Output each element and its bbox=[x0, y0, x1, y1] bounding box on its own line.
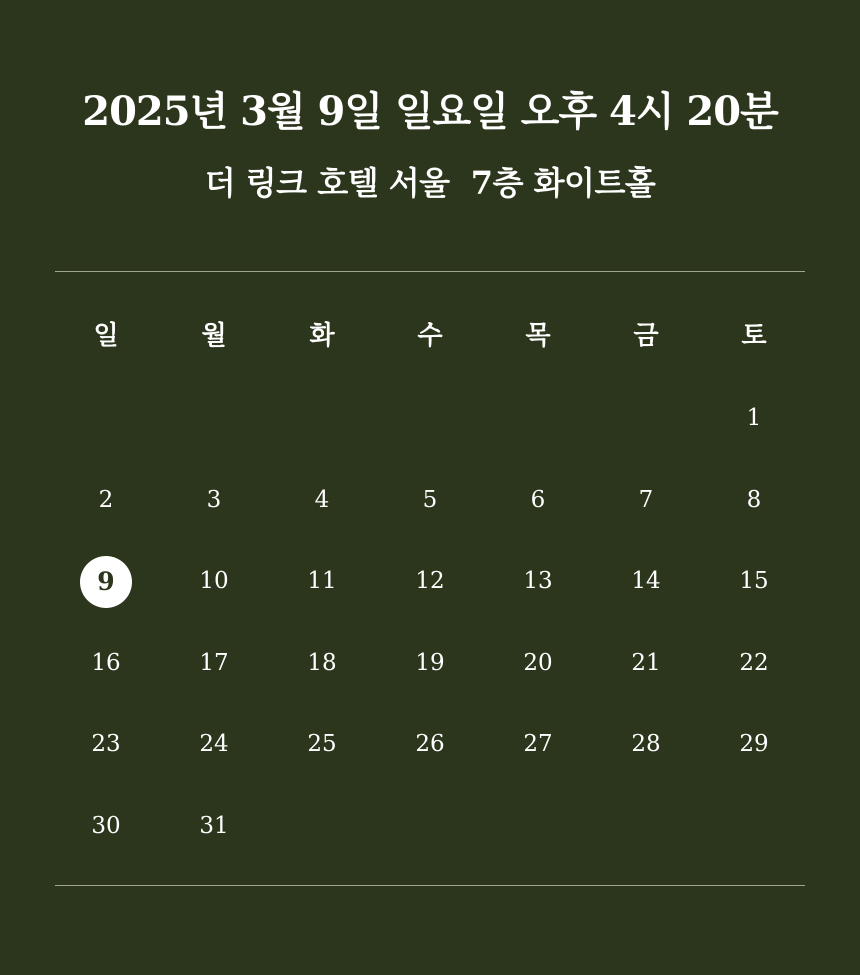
calendar-day-number: 12 bbox=[415, 568, 445, 595]
calendar-empty-cell bbox=[52, 378, 160, 460]
calendar-day bbox=[592, 541, 700, 623]
calendar-day bbox=[268, 704, 376, 786]
bottom-divider bbox=[55, 885, 805, 886]
calendar-day-number: 20 bbox=[523, 649, 553, 676]
calendar-day bbox=[160, 623, 268, 705]
calendar-day bbox=[592, 704, 700, 786]
calendar-day bbox=[268, 623, 376, 705]
calendar-day bbox=[160, 541, 268, 623]
calendar-day-number: 6 bbox=[530, 486, 546, 513]
calendar-day bbox=[160, 460, 268, 542]
weekday-sat: 토 bbox=[741, 321, 767, 351]
calendar-day bbox=[700, 623, 808, 705]
calendar-day-number: 24 bbox=[199, 731, 229, 758]
calendar-day-number: 16 bbox=[91, 649, 121, 676]
calendar-day-number: 31 bbox=[199, 812, 229, 839]
calendar-day-number: 4 bbox=[314, 486, 330, 513]
weekday-thu: 목 bbox=[525, 321, 551, 351]
calendar-day bbox=[268, 541, 376, 623]
calendar-day-number: 3 bbox=[206, 486, 222, 513]
calendar-day-number: 27 bbox=[523, 731, 553, 758]
calendar-day-number: 18 bbox=[307, 649, 337, 676]
calendar-day bbox=[484, 623, 592, 705]
event-datetime: 2025년 3월 9일 일요일 오후 4시 20분 bbox=[82, 88, 778, 135]
calendar-day-number: 8 bbox=[746, 486, 762, 513]
calendar-empty-cell bbox=[160, 378, 268, 460]
weekday-header-row bbox=[52, 316, 808, 356]
calendar-day bbox=[484, 541, 592, 623]
calendar-day-number: 17 bbox=[199, 649, 229, 676]
calendar-day-number: 22 bbox=[739, 649, 769, 676]
calendar-empty-cell bbox=[268, 378, 376, 460]
calendar-day bbox=[268, 460, 376, 542]
calendar-day bbox=[376, 704, 484, 786]
calendar-day bbox=[52, 704, 160, 786]
calendar-empty-cell bbox=[592, 378, 700, 460]
calendar-day bbox=[700, 460, 808, 542]
calendar-day-number: 1 bbox=[746, 405, 762, 432]
event-venue: 더 링크 호텔 서울 7층 화이트홀 bbox=[204, 164, 656, 202]
weekday-sun: 일 bbox=[93, 321, 119, 351]
calendar-day bbox=[52, 786, 160, 868]
calendar-day-number: 25 bbox=[307, 731, 337, 758]
calendar-day-number: 5 bbox=[422, 486, 438, 513]
calendar-day bbox=[484, 704, 592, 786]
calendar-day-number: 23 bbox=[91, 731, 121, 758]
calendar-day bbox=[52, 460, 160, 542]
calendar-day-number: 2 bbox=[98, 486, 114, 513]
calendar-grid bbox=[52, 378, 808, 867]
calendar-day bbox=[376, 623, 484, 705]
calendar-day bbox=[700, 704, 808, 786]
calendar-day bbox=[700, 541, 808, 623]
calendar-day-number: 15 bbox=[739, 568, 769, 595]
calendar-day-number: 26 bbox=[415, 731, 445, 758]
top-divider bbox=[55, 271, 805, 272]
weekday-tue: 화 bbox=[309, 321, 335, 351]
calendar-day-selected bbox=[52, 541, 160, 623]
calendar-day-number: 30 bbox=[91, 812, 121, 839]
calendar-day-number: 9 bbox=[80, 556, 132, 608]
calendar-empty-cell bbox=[376, 378, 484, 460]
calendar-day-number: 19 bbox=[415, 649, 445, 676]
calendar-day bbox=[52, 623, 160, 705]
weekday-fri: 금 bbox=[633, 321, 659, 351]
calendar-day bbox=[376, 541, 484, 623]
calendar-day bbox=[376, 460, 484, 542]
calendar-day bbox=[700, 378, 808, 460]
calendar-day-number: 29 bbox=[739, 731, 769, 758]
calendar-day bbox=[592, 623, 700, 705]
calendar-day bbox=[592, 460, 700, 542]
calendar-day bbox=[160, 786, 268, 868]
calendar-day-number: 14 bbox=[631, 568, 661, 595]
calendar-day-number: 28 bbox=[631, 731, 661, 758]
calendar-day bbox=[160, 704, 268, 786]
weekday-mon: 월 bbox=[201, 321, 227, 351]
calendar-day-number: 11 bbox=[307, 568, 337, 595]
calendar-day-number: 13 bbox=[523, 568, 553, 595]
calendar-day bbox=[484, 460, 592, 542]
calendar-day-number: 7 bbox=[638, 486, 654, 513]
weekday-wed: 수 bbox=[417, 321, 443, 351]
calendar-day-number: 21 bbox=[631, 649, 661, 676]
calendar-empty-cell bbox=[484, 378, 592, 460]
calendar-day-number: 10 bbox=[199, 568, 229, 595]
